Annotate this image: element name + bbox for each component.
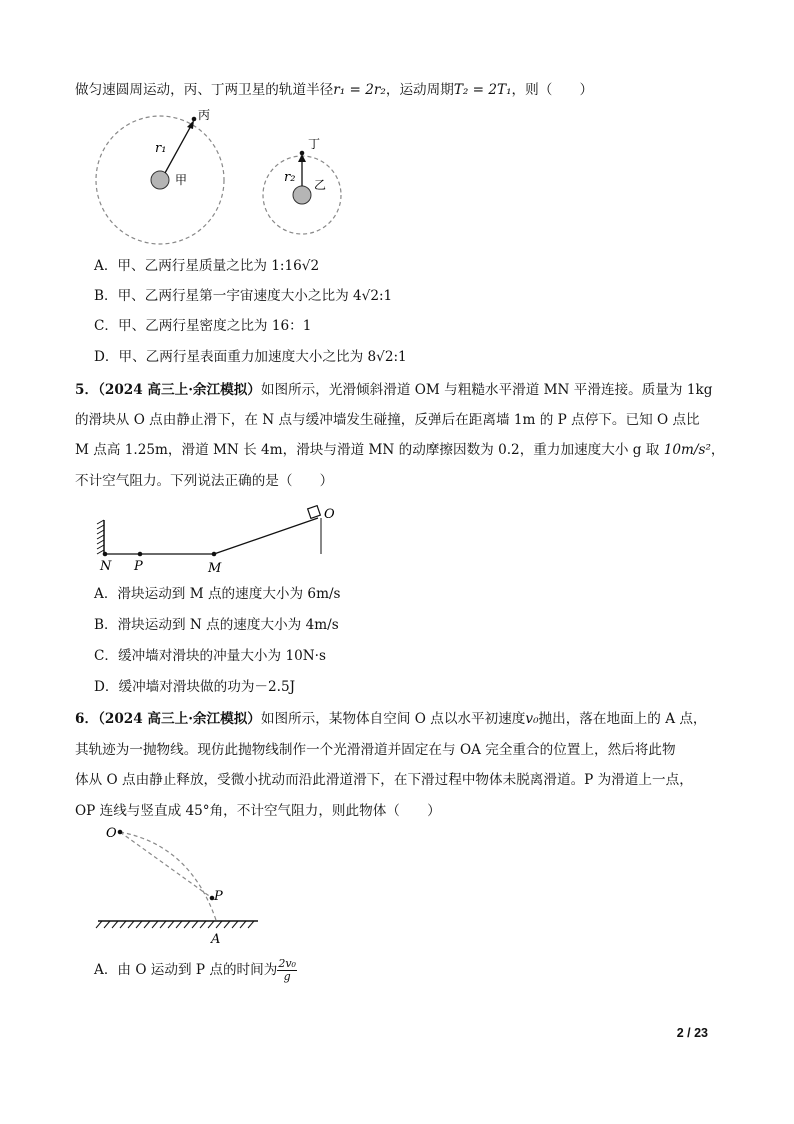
q6-text: 如图所示，某物体自空间 O 点以水平初速度 [260,711,526,727]
radius-arrowhead-r1 [187,120,194,129]
label-o: O [324,507,335,522]
q5-line3 [75,440,725,460]
option-text: 由 O 运动到 P 点的时间为 [117,962,278,978]
option-letter: A． [94,962,118,978]
point-n [103,552,108,557]
q5-option-b [94,615,339,635]
fraction-numerator: 2v₀ [278,957,296,970]
label-yi: 乙 [314,178,327,192]
fraction [277,958,297,983]
q5-source: （2024 高三上·余江模拟） [98,382,261,398]
label-n: N [100,559,112,574]
label-bing: 丙 [198,108,211,122]
q6-text: 其轨迹为一抛物线。现仿此抛物线制作一个光滑滑道并固定在与 OA 完全重合的位置上，然后将此物 [75,742,676,758]
planet-yi [293,186,311,204]
option-text: 缓冲墙对滑块的冲量大小为 10N·s [118,648,326,664]
point-m [212,552,217,557]
fraction-denominator: g [283,970,291,983]
q5-option-a [94,584,341,604]
q6-trajectory-figure [90,820,270,950]
q6-text: 体从 O 点由静止释放，受微小扰动而沿此滑道滑下，在下滑过程中物体未脱离滑道。P 为滑道上一点， [75,772,693,788]
q4-stem [75,80,593,100]
option-text: 甲、乙两行星质量之比为 [117,258,272,274]
option-math: 4√2:1 [353,288,393,304]
q4-stem-part: ，则（ ） [511,82,594,98]
option-letter: B． [94,288,118,304]
q6-text: OP 连线与竖直成 45°角，不计空气阻力，则此物体（ ） [75,803,441,819]
label-m: M [208,561,222,576]
option-math: 8√2:1 [367,349,407,365]
q6-text: 抛出，落在地面上的 A 点， [538,711,707,727]
ground-hatching [96,921,254,928]
q5-text: ， [710,442,725,458]
q5-number: 5． [75,382,99,398]
q6-line3 [75,770,693,790]
q4-option-c [94,316,311,336]
q4-option-b [94,286,392,306]
label-r2: r₂ [284,170,296,185]
q5-option-c [94,646,326,666]
point-o [118,830,123,835]
q4-radius-equation: r₁ = 2r₂ [333,82,386,98]
q5-option-d [94,677,295,697]
q4-period-equation: T₂ = 2T₁ [453,82,512,98]
q6-line2 [75,740,676,760]
trajectory-curve [120,832,216,920]
option-letter: D． [94,679,119,695]
option-math: 1:16√2 [271,258,320,274]
q4-option-d [94,347,407,367]
q4-orbit-figure [90,105,360,245]
satellite-bing [192,117,197,122]
q5-line4 [75,471,333,491]
option-letter: C． [94,318,118,334]
q5-slide-figure [90,500,360,580]
option-text: 滑块运动到 N 点的速度大小为 4m/s [117,617,339,633]
wall-hatching [97,520,104,554]
option-letter: C． [94,648,118,664]
label-p: P [214,889,223,904]
option-text: 甲、乙两行星密度之比为 16：1 [118,318,312,334]
label-ding: 丁 [308,137,321,151]
q6-line4 [75,801,441,821]
q6-option-a [94,958,297,983]
option-letter: A． [94,586,118,602]
page-number: 2 / 23 [676,1026,708,1040]
q6-source: （2024 高三上·余江模拟） [98,711,261,727]
q6-line1 [75,709,707,729]
q4-option-a [94,256,319,276]
slider-block [308,506,321,519]
q5-text: 的滑块从 O 点由静止滑下，在 N 点与缓冲墙发生碰撞，反弹后在距离墙 1m 的 P 点停下。已知 O 点比 [75,412,700,428]
planet-jia [151,171,169,189]
q4-stem-part: 做匀速圆周运动，丙、丁两卫星的轨道半径 [75,82,334,98]
q6-math: v₀ [525,711,539,727]
option-letter: A． [94,258,118,274]
track-om [214,518,318,554]
label-jia: 甲 [175,173,188,187]
radius-arrow-r1 [165,124,192,173]
chord-op [120,832,212,898]
option-text: 滑块运动到 M 点的速度大小为 6m/s [117,586,341,602]
option-text: 缓冲墙对滑块做的功为－2.5J [118,679,296,695]
q5-line2 [75,410,700,430]
option-letter: D． [94,349,119,365]
q5-line1 [75,380,712,400]
label-o: O [106,826,117,841]
q5-math: 10m/s² [663,442,711,458]
label-r1: r₁ [155,141,167,156]
option-letter: B． [94,617,118,633]
option-text: 甲、乙两行星表面重力加速度大小之比为 [118,349,368,365]
label-p: P [134,559,143,574]
q5-text: M 点高 1.25m，滑道 MN 长 4m，滑块与滑道 MN 的动摩擦因数为 0.2，重力加速度大小 g 取 [75,442,664,458]
satellite-ding [300,151,305,156]
point-p [138,552,143,557]
q5-text: 如图所示，光滑倾斜滑道 OM 与粗糙水平滑道 MN 平滑连接。质量为 1kg [260,382,713,398]
q6-number: 6． [75,711,99,727]
q5-text: 不计空气阻力。下列说法正确的是（ ） [75,473,334,489]
option-text: 甲、乙两行星第一宇宙速度大小之比为 [117,288,354,304]
q4-stem-part: ，运动周期 [385,82,454,98]
label-a: A [211,932,221,947]
